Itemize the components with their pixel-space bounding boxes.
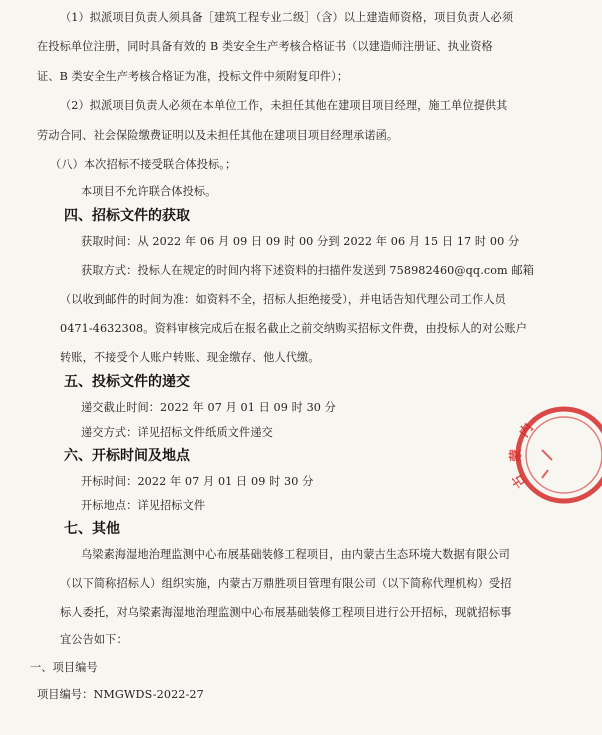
section-line: （以收到邮件的时间为准：如资料不全，招标人拒绝接受），并电话告知代理公司工作人员 — [60, 293, 506, 306]
paragraph-line: 证、B 类安全生产考核合格证为准，投标文件中须附复印件）； — [37, 70, 349, 83]
company-seal-stamp — [509, 400, 602, 510]
paragraph-line: 本项目不允许联合体投标。 — [81, 185, 217, 198]
section-line: 宜公告如下： — [60, 633, 128, 646]
svg-text:内: 内 — [516, 421, 537, 441]
section-line: 开标时间：2022 年 07 月 01 日 09 时 30 分 — [81, 475, 314, 488]
paragraph-line: （八）本次招标不接受联合体投标。； — [50, 158, 237, 171]
section-heading: 七、其他 — [64, 521, 120, 537]
section-line: 开标地点：详见招标文件 — [81, 499, 206, 512]
section-line: 标人委托，对乌梁素海湿地治理监测中心布展基础装修工程项目进行公开招标，现就招标事 — [60, 606, 512, 619]
svg-text:蒙: 蒙 — [509, 448, 524, 462]
section-line: 获取时间：从 2022 年 06 月 09 日 09 时 00 分到 2022 年 06 月 15 日 17 时 00 分 — [81, 235, 520, 248]
section-line: 0471-4632308。资料审核完成后在报名截止之前交纳购买招标文件费，由投标人的对公账户 — [60, 322, 528, 335]
paragraph-line: （1）拟派项目负责人须具备［建筑工程专业二级］（含）以上建造师资格，项目负责人必须 — [60, 11, 514, 24]
part-heading: 一、项目编号 — [30, 661, 98, 674]
section-line: 转账，不接受个人账户转账、现金缴存、他人代缴。 — [60, 351, 320, 364]
section-line: （以下简称招标人）组织实施，内蒙古万鼎胜项目管理有限公司（以下简称代理机构）受招 — [60, 577, 512, 590]
section-heading: 六、开标时间及地点 — [64, 448, 190, 464]
paragraph-line: 劳动合同、社会保险缴费证明以及未担任其他在建项目项目经理承诺函。 — [37, 129, 399, 142]
section-line: 乌梁素海湿地治理监测中心布展基础装修工程项目，由内蒙古生态环境大数据有限公司 — [81, 548, 510, 561]
project-number: 项目编号：NMGWDS-2022-27 — [37, 688, 204, 701]
paragraph-line: （2）拟派项目负责人必须在本单位工作，未担任其他在建项目项目经理，施工单位提供其 — [60, 99, 508, 112]
svg-text:古: 古 — [509, 471, 530, 491]
section-line: 递交截止时间：2022 年 07 月 01 日 09 时 30 分 — [81, 401, 336, 414]
section-heading: 四、招标文件的获取 — [64, 208, 190, 224]
section-line: 递交方式：详见招标文件纸质文件递交 — [81, 426, 273, 439]
section-heading: 五、投标文件的递交 — [64, 374, 190, 390]
paragraph-line: 在投标单位注册，同时具备有效的 B 类安全生产考核合格证书（以建造师注册证、执业资格 — [37, 40, 493, 53]
section-line: 获取方式：投标人在规定的时间内将下述资料的扫描件发送到 758982460@qq.com 邮箱 — [81, 264, 534, 277]
